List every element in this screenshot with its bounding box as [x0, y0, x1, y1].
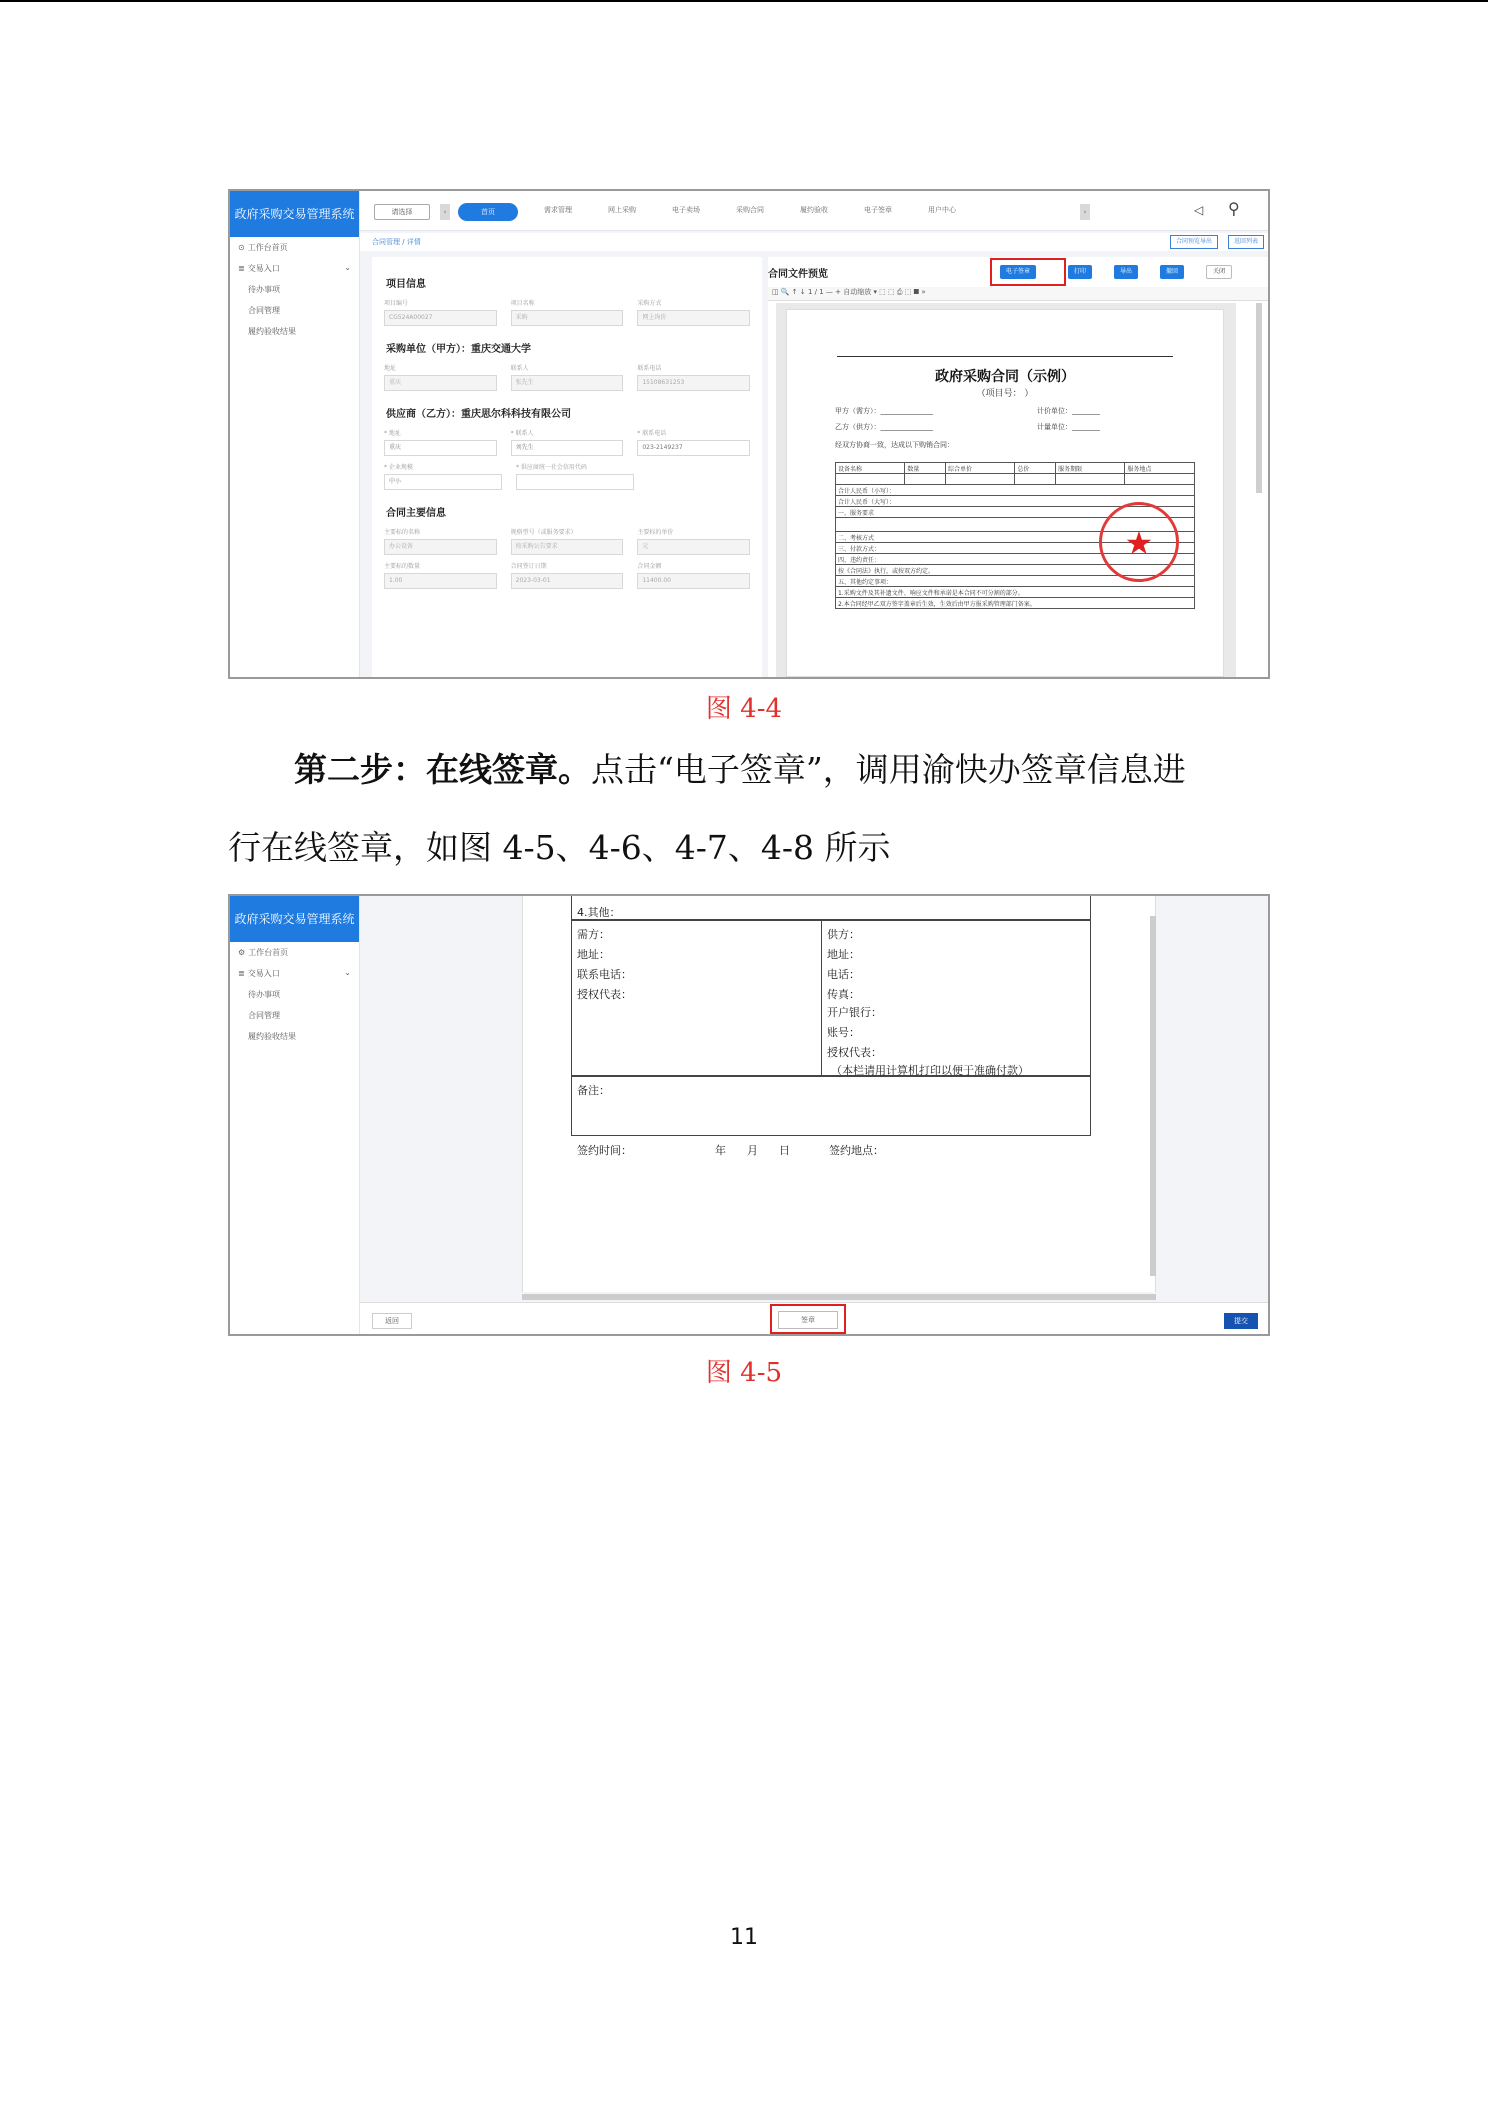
home-icon: ⚙ — [238, 948, 246, 957]
contract-preview-pane — [768, 257, 1268, 677]
sidebar-item-home[interactable]: ⚙ 工作台首页 — [238, 948, 289, 957]
contract-amount-field[interactable]: 11400.00 — [637, 573, 750, 589]
figure-caption-4-4: 图 4-4 — [705, 694, 783, 724]
nav-next-arrow[interactable]: › — [1080, 204, 1090, 220]
nav-prev-arrow[interactable]: ‹ — [440, 204, 450, 220]
field-label: 主要标的名称 — [384, 529, 421, 536]
nav-tab[interactable]: 采购合同 — [736, 206, 764, 214]
nav-tab[interactable]: 电子签章 — [864, 206, 892, 214]
chevron-down-icon: ⌄ — [344, 968, 351, 977]
chevron-down-icon: ⌄ — [344, 263, 351, 272]
agreement-text: 经双方协商一致，达成以下购销合同： — [835, 441, 954, 449]
paragraph-line-2: 行在线签章，如图 4-5、4-6、4-7、4-8 所示 — [228, 828, 891, 867]
section-title-buyer: 采购单位（甲方）：重庆交通大学 — [386, 344, 531, 355]
table-row: 1.采购文件及其补遗文件、响应文件和承诺是本合同不可分割的部分。 — [836, 587, 1195, 598]
contract-page — [522, 896, 1156, 1292]
other-heading: 4.其他： — [577, 906, 621, 919]
nav-tab[interactable]: 用户中心 — [928, 206, 956, 214]
contract-form — [372, 257, 762, 677]
table-header-cell: 综合单价 — [946, 463, 1015, 474]
sidebar — [230, 896, 360, 1334]
home-icon: ⊙ — [238, 243, 245, 252]
field-label: 主要标的单价 — [637, 529, 674, 536]
table-row: 2.本合同经甲乙双方签字盖章后生效，生效后由甲方报采购管理部门备案。 — [836, 598, 1195, 609]
paragraph-text: 点击“电子签章”，调用渝快办签章信息进 — [591, 750, 1186, 789]
party-a: 甲方（需方）：_______________ — [835, 407, 933, 415]
screenshot-figure-4-4 — [228, 189, 1270, 679]
bank-label: 开户银行： — [827, 1006, 882, 1019]
table-header-cell: 服务期限 — [1056, 463, 1125, 474]
remark-label: 备注： — [577, 1084, 610, 1097]
print-note: （本栏请用计算机打印以便于准确付款） — [831, 1064, 1029, 1077]
item-name-field[interactable]: 办公设备 — [384, 539, 497, 555]
doc-table-top — [571, 896, 1091, 920]
screenshot-figure-4-5 — [228, 894, 1270, 1336]
table-row: 二、考核方式 — [836, 532, 1195, 543]
e-seal-button[interactable]: 电子签章 — [1000, 265, 1036, 279]
item-spec-field[interactable]: 按采购公告要求 — [511, 539, 624, 555]
project-no-field[interactable]: CG524A00027 — [384, 310, 497, 326]
action-bar — [360, 1302, 1268, 1336]
month-label: 月 — [747, 1144, 758, 1157]
table-row — [836, 474, 1195, 485]
sign-time-label: 签约时间： — [577, 1144, 632, 1157]
section-title-main-info: 合同主要信息 — [386, 508, 446, 519]
highlight-box — [990, 258, 1066, 286]
credit-code-select[interactable] — [516, 474, 634, 490]
supplier-phone-label: 电话： — [827, 968, 860, 981]
account-label: 账号： — [827, 1026, 860, 1039]
field-label: * 供应商统一社会信用代码 — [516, 464, 587, 471]
pdf-page — [786, 309, 1224, 677]
table-row: 五、其他约定事项： — [836, 576, 1195, 587]
list-icon: ≣ — [238, 264, 245, 273]
paragraph-line-1 — [294, 744, 1186, 791]
buyer-phone-label: 联系电话： — [577, 968, 632, 981]
table-header-cell: 总价 — [1015, 463, 1056, 474]
day-label: 日 — [779, 1144, 790, 1157]
field-label: * 联系电话 — [637, 430, 667, 437]
measure-unit: 计量单位：________ — [1037, 423, 1100, 431]
party-divider — [821, 920, 822, 1076]
price-unit: 计价单位：________ — [1037, 407, 1100, 415]
red-seal-stamp — [1099, 502, 1179, 582]
field-label: 项目编号 — [384, 300, 409, 307]
field-label: 合同金额 — [637, 563, 662, 570]
project-name-field[interactable]: 采购 — [511, 310, 624, 326]
table-header-row — [836, 463, 1195, 474]
sidebar-item-todo[interactable]: 待办事项 — [248, 990, 280, 999]
system-brand: 政府采购交易管理系统 — [230, 191, 359, 237]
supplier-address-label: 地址： — [827, 948, 860, 961]
remark-box — [571, 1076, 1091, 1136]
buyer-rep-label: 授权代表： — [577, 988, 632, 1001]
user-icon[interactable]: ⚲ — [1228, 199, 1240, 218]
pdf-canvas — [776, 303, 1236, 677]
field-label: 规格型号（或服务要求） — [510, 529, 577, 536]
sidebar-item-todo[interactable]: 待办事项 — [248, 285, 280, 294]
item-qty-field[interactable]: 1.00 — [384, 573, 497, 589]
top-nav — [360, 191, 1268, 231]
table-row: 合计人民币（大写）： — [836, 496, 1195, 507]
field-label: * 地址 — [384, 430, 401, 437]
field-label: 合同签订日期 — [510, 563, 547, 570]
table-header-cell: 服务地点 — [1125, 463, 1195, 474]
doc-subtitle: （项目号： ） — [976, 389, 1034, 399]
step-heading: 第二步：在线签章。 — [294, 750, 591, 789]
sidebar-item-trade-entry[interactable]: ≣ 交易入口 ⌄ — [238, 263, 351, 273]
supplier-phone-field[interactable]: 023-2149237 — [637, 440, 750, 456]
year-label: 年 — [715, 1144, 726, 1157]
sidebar-item-acceptance[interactable]: 履约验收结果 — [248, 1032, 296, 1041]
vertical-scrollbar[interactable] — [1256, 303, 1262, 493]
item-price-field[interactable]: 元 — [637, 539, 750, 555]
section-title-supplier: 供应商（乙方）：重庆思尔科科技有限公司 — [386, 409, 571, 420]
sidebar — [230, 191, 360, 677]
sign-button[interactable]: 签章 — [778, 1311, 838, 1329]
buyer-address-field[interactable]: 重庆 — [384, 375, 497, 391]
sidebar-item-trade-entry[interactable]: ≣ 交易入口 ⌄ — [238, 968, 351, 978]
notification-icon[interactable]: ◁ — [1194, 203, 1204, 217]
horizontal-scrollbar[interactable] — [522, 1294, 1156, 1300]
star-icon: ★ — [1124, 524, 1154, 562]
export-button[interactable]: 导出 — [1114, 265, 1138, 279]
print-button[interactable]: 打印 — [1068, 265, 1092, 279]
sign-date-field[interactable]: 2023-03-01 — [511, 573, 624, 589]
party-b: 乙方（供方）：_______________ — [835, 423, 933, 431]
buyer-label: 需方： — [577, 928, 610, 941]
table-row: 合计人民币（小写）： — [836, 485, 1195, 496]
supplier-fax-label: 传真： — [827, 988, 860, 1001]
nav-tab[interactable]: 网上采购 — [608, 206, 636, 214]
breadcrumb-path: 合同管理 / 详情 — [372, 238, 421, 246]
submit-button[interactable]: 提交 — [1224, 1313, 1258, 1329]
pdf-toolbar[interactable]: ◫ 🔍 ↑ ↓ 1 / 1 — + 自动缩放 ▾ ⬚ ⬚ ⎙ ⬚ ⯀ » — [768, 287, 1268, 301]
supplier-rep-label: 授权代表： — [827, 1046, 882, 1059]
export-preview-button[interactable]: 合同预览导出 — [1170, 235, 1218, 249]
field-label: 项目名称 — [510, 300, 535, 307]
system-brand: 政府采购交易管理系统 — [230, 896, 359, 942]
region-select[interactable]: 请选择 — [374, 204, 430, 220]
field-label: 地址 — [384, 365, 397, 372]
page-number: 11 — [730, 1925, 758, 1950]
close-button[interactable]: 关闭 — [1206, 265, 1232, 279]
table-row: 按《合同法》执行，或按双方约定。 — [836, 565, 1195, 576]
back-button[interactable]: 返回 — [372, 1313, 412, 1329]
page-top-rule — [0, 0, 1488, 2]
document-viewer — [360, 896, 1268, 1300]
highlight-box — [770, 1304, 846, 1334]
table-row: 三、付款方式： — [836, 543, 1195, 554]
company-size-select[interactable]: 中小 — [384, 474, 502, 490]
field-label: * 企业规模 — [384, 464, 413, 471]
field-label: 主要标的数量 — [384, 563, 421, 570]
nav-tab-home[interactable]: 首页 — [458, 203, 518, 221]
sign-place-label: 签约地点： — [829, 1144, 884, 1157]
sidebar-item-contract[interactable]: 合同管理 — [248, 1011, 280, 1020]
table-row: 一、服务要求 — [836, 507, 1195, 518]
doc-title: 政府采购合同（示例） — [935, 369, 1075, 385]
field-label: * 联系人 — [510, 430, 534, 437]
field-label: 联系人 — [510, 365, 529, 372]
sidebar-item-home[interactable]: ⊙ 工作台首页 — [238, 243, 288, 252]
sidebar-item-acceptance[interactable]: 履约验收结果 — [248, 327, 296, 336]
figure-caption-4-5: 图 4-5 — [705, 1358, 783, 1388]
buyer-phone-field[interactable]: 15108631253 — [637, 375, 750, 391]
vertical-scrollbar[interactable] — [1150, 916, 1156, 1276]
buyer-contact-field[interactable]: 张先生 — [511, 375, 624, 391]
nav-tab[interactable]: 履约验收 — [800, 206, 828, 214]
purchase-method-field[interactable]: 网上询价 — [637, 310, 750, 326]
sidebar-item-contract[interactable]: 合同管理 — [248, 306, 280, 315]
table-header-cell: 数量 — [905, 463, 946, 474]
table-row: 四、违约责任： — [836, 554, 1195, 565]
preview-title: 合同文件预览 — [768, 269, 828, 280]
nav-tab[interactable]: 需求管理 — [544, 206, 572, 214]
supplier-address-field[interactable]: 重庆 — [384, 440, 497, 456]
table-header-cell: 设备名称 — [836, 463, 905, 474]
withdraw-button[interactable]: 撤回 — [1160, 265, 1184, 279]
buyer-address-label: 地址： — [577, 948, 610, 961]
header-rule — [837, 356, 1173, 357]
nav-tab[interactable]: 电子卖场 — [672, 206, 700, 214]
back-to-list-button[interactable]: 返回列表 — [1228, 235, 1264, 249]
list-icon: ≣ — [238, 969, 245, 978]
supplier-contact-field[interactable]: 刘先生 — [511, 440, 624, 456]
field-label: 采购方式 — [637, 300, 662, 307]
supplier-label: 供方： — [827, 928, 860, 941]
field-label: 联系电话 — [637, 365, 662, 372]
section-title-project: 项目信息 — [386, 279, 426, 290]
breadcrumb — [360, 233, 1268, 251]
